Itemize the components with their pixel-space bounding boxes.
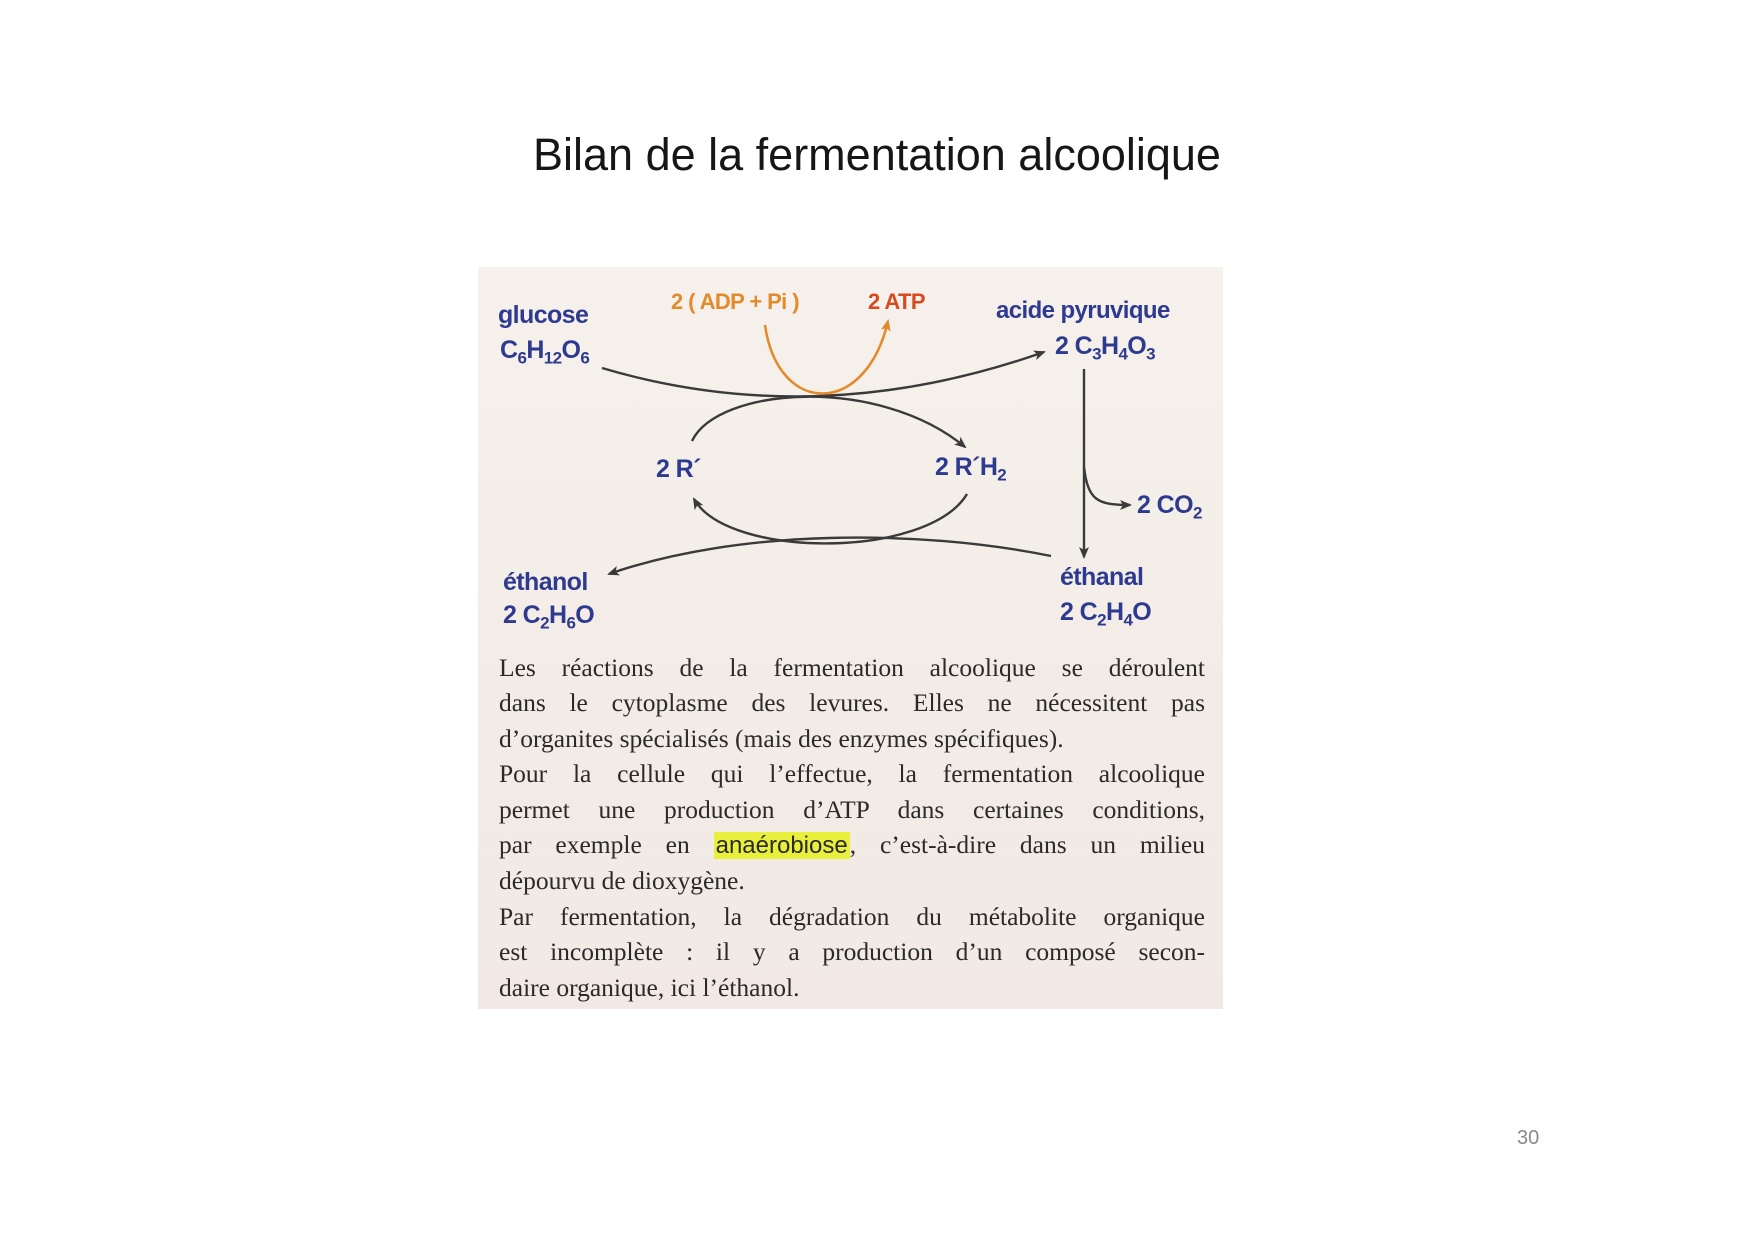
paragraph-line: Les réactions de la fermentation alcoolique se déroulent [499, 653, 1205, 682]
formula-text: C [500, 336, 518, 364]
line-text-before: par exemple en [499, 830, 714, 860]
paragraph-line: dépourvu de dioxygène. [499, 866, 745, 896]
line-text-after: , c’est-à-dire dans un milieu [849, 830, 1205, 860]
formula-text: O [1132, 598, 1152, 626]
page-number: 30 [1517, 1127, 1540, 1149]
formula-text: H [548, 601, 567, 629]
formula-subscript: 2 [1097, 610, 1106, 630]
formula-subscript: 12 [543, 348, 562, 368]
arrow-co2-release [1084, 467, 1130, 505]
formula-subscript: 3 [1092, 344, 1101, 364]
label-ethanal: éthanal [1060, 563, 1144, 591]
formula-subscript: 6 [517, 348, 527, 368]
paragraph-line: Par fermentation, la dégradation du métabolite organique [499, 901, 1205, 931]
scanned-figure [478, 267, 1223, 1009]
formula-text: 2 C [1060, 598, 1098, 626]
arrow-r-to-rh2 [692, 397, 965, 447]
arrow-adp-to-atp [765, 321, 888, 394]
arrow-rh2-to-r [694, 494, 967, 543]
formula-text: H [526, 336, 544, 364]
formula-text: O [1127, 332, 1147, 360]
paragraph-line: est incomplète : il y a production d’un composé secon- [499, 937, 1205, 967]
formula-subscript: 2 [997, 465, 1007, 485]
formula-subscript: 6 [580, 348, 590, 368]
formula-ethanal [1060, 598, 1152, 630]
paragraph-line: daire organique, ici l’éthanol. [499, 972, 800, 1002]
formula-text: H [1100, 332, 1119, 360]
paragraph-line-highlighted [499, 827, 1205, 863]
formula-text: O [561, 336, 581, 364]
slide-title: Bilan de la fermentation alcoolique [533, 129, 1221, 180]
label-acide-pyruvique: acide pyruvique [996, 297, 1170, 324]
formula-text: 2 R´H [935, 453, 998, 481]
highlighted-term: anaérobiose [715, 832, 848, 860]
formula-subscript: 2 [1192, 503, 1202, 523]
label-atp: 2 ATP [868, 289, 925, 314]
label-adp-pi: 2 ( ADP + Pi ) [671, 289, 799, 314]
label-glucose: glucose [498, 301, 589, 329]
arrow-glucose-to-pyruvate [602, 352, 1044, 396]
label-r-prime: 2 R´ [656, 455, 701, 483]
paragraph-line: dans le cytoplasme des levures. Elles ne nécessitent pas [499, 688, 1205, 718]
paragraph-line: Pour la cellule qui l’effectue, la fermentation alcoolique [499, 759, 1205, 789]
formula-subscript: 3 [1146, 344, 1156, 364]
label-r-prime-h2 [935, 453, 1007, 485]
formula-ethanol [503, 601, 595, 633]
formula-text: H [1105, 598, 1124, 626]
formula-text: 2 C [1055, 332, 1093, 360]
formula-text: O [575, 601, 595, 629]
formula-subscript: 4 [1123, 610, 1133, 630]
formula-subscript: 6 [566, 613, 576, 633]
paragraph-line: d’organites spécialisés (mais des enzymes spécifiques). [499, 723, 1064, 753]
explanation-paragraph [499, 650, 1205, 1005]
paragraph-line: permet une production d’ATP dans certaines conditions, [499, 794, 1205, 824]
label-co2 [1137, 491, 1202, 523]
formula-text: 2 CO [1137, 491, 1193, 519]
formula-subscript: 2 [540, 613, 549, 633]
label-ethanol: éthanol [503, 568, 588, 596]
formula-text: 2 C [503, 601, 541, 629]
formula-subscript: 4 [1118, 344, 1128, 364]
formula-glucose [500, 336, 590, 368]
formula-acide-pyruvique [1055, 332, 1156, 364]
